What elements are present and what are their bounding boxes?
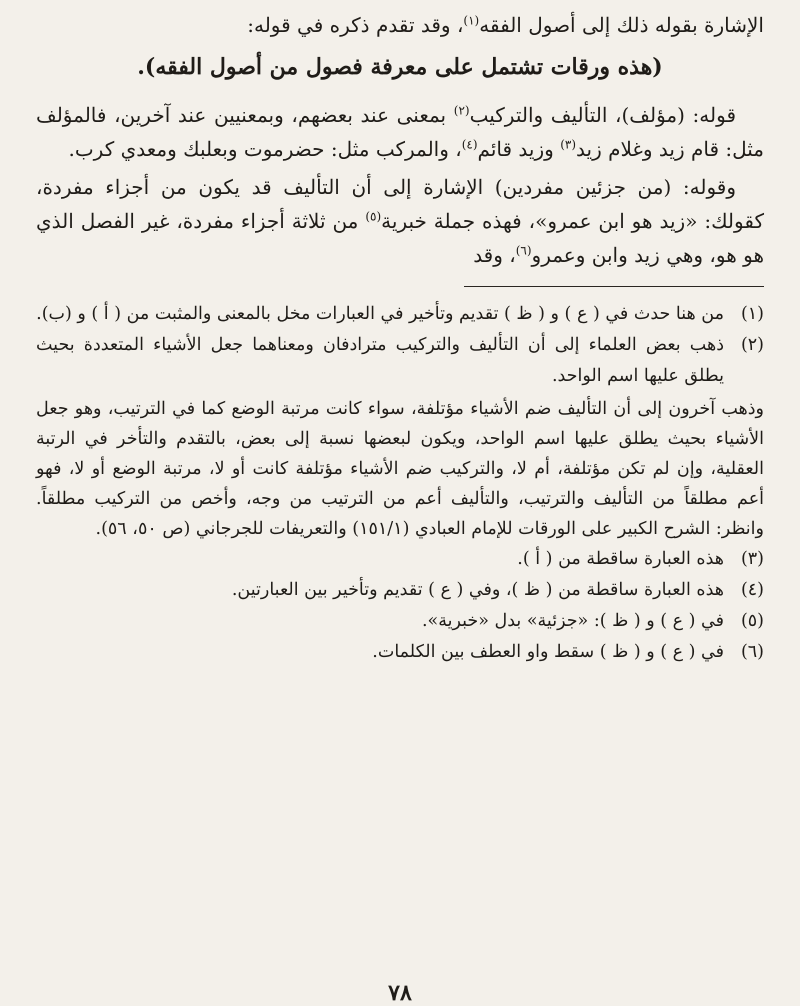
footnote-number: (٤)	[740, 580, 764, 600]
footnote-text: من هنا حدث في ( ع ) و ( ظ ) تقديم وتأخير في العبارات مخل بالمعنى والمثبت من ( أ ) و (ب).	[36, 304, 724, 324]
paragraph-3: وقوله: (من جزئين مفردين) الإشارة إلى أن التأليف قد يكون من أجزاء مفردة، كقولك: «زيد هو ابن عمرو»، فهذه جملة خبرية$^{(٥)}$ من ثلاثة أجزاء مفردة، غير الفصل الذي هو هو، وهي زيد وابن وعمرو$^{(٦)}$، وقد	[36, 175, 764, 267]
footnote-2	[36, 330, 764, 392]
footnote-ref: (٢)	[453, 103, 470, 118]
paragraph-2: قوله: (مؤلف)، التأليف والتركيب$^{(٢)}$ بمعنى عند بعضهم، وبمعنيين عند آخرين، فالمؤلف مثل: قام زيد وغلام زيد$^{(٣)}$ وزيد قائم$^{(٤)}$، والمركب مثل: حضرموت وبعلبك ومعدي كرب.	[36, 103, 764, 161]
footnote-text: ذهب بعض العلماء إلى أن التأليف والتركيب مترادفان ومعناهما جعل الأشياء المتعددة بحيث يطلق عليها اسم الواحد.	[36, 335, 724, 386]
footnote-text: في ( ع ) و ( ظ ): «جزئية» بدل «خبرية».	[421, 611, 724, 631]
footnote-text: هذه العبارة ساقطة من ( ظ )، وفي ( ع ) تقديم وتأخير بين العبارتين.	[231, 580, 724, 600]
footnote-ref: (٥)	[365, 209, 382, 224]
body-line-1: الإشارة بقوله ذلك إلى أصول الفقه$^{(١)}$، وقد تقدم ذكره في قوله:	[247, 13, 764, 37]
footnote-number: (٥)	[740, 611, 764, 631]
quoted-text: (هذه ورقات تشتمل على معرفة فصول من أصول الفقه).	[137, 54, 663, 80]
footnote-ref: (٤)	[461, 137, 478, 152]
footnote-3	[36, 544, 764, 575]
footnote-ref: (٣)	[560, 137, 577, 152]
page	[36, 8, 764, 668]
footnote-number: (١)	[740, 304, 764, 324]
footnote-number: (٦)	[740, 642, 764, 662]
footnote-text: هذه العبارة ساقطة من ( أ ).	[517, 549, 724, 569]
footnote-5	[36, 606, 764, 637]
footnote-divider	[464, 286, 764, 287]
footnote-2-continuation: وذهب آخرون إلى أن التأليف ضم الأشياء مؤتلفة، سواء كانت مرتبة الوضع كما في الترتيب، وهو جعل الأشياء بحيث يطلق عليها اسم الواحد، ويكون لبعضها نسبة إلى بعض، بالتقدم والتأخر في الرتبة العقلية، وإن لم تكن مؤتلفة، أم لا، والتركيب ضم الأشياء مؤتلفة كانت أو لا، مرتبة الوضع أو لا، فهو أعم مطلقاً من التأليف والترتيب، والتأليف أعم من الترتيب من وجه، وأخص من التركيب مطلقاً. وانظر: الشرح الكبير على الورقات للإمام العبادي (١٥١/١) والتعريفات للجرجاني (ص ٥٠، ٥٦).	[36, 399, 764, 539]
footnote-1	[36, 299, 764, 330]
footnote-number: (٣)	[740, 549, 764, 569]
footnote-ref: (١)	[463, 13, 480, 28]
footnote-ref: (٦)	[515, 243, 532, 258]
footnote-text: في ( ع ) و ( ظ ) سقط واو العطف بين الكلمات.	[372, 642, 724, 662]
footnote-number: (٢)	[740, 335, 764, 355]
page-number: ٧٨	[388, 980, 412, 1006]
footnote-6	[36, 637, 764, 668]
footnote-4	[36, 575, 764, 606]
